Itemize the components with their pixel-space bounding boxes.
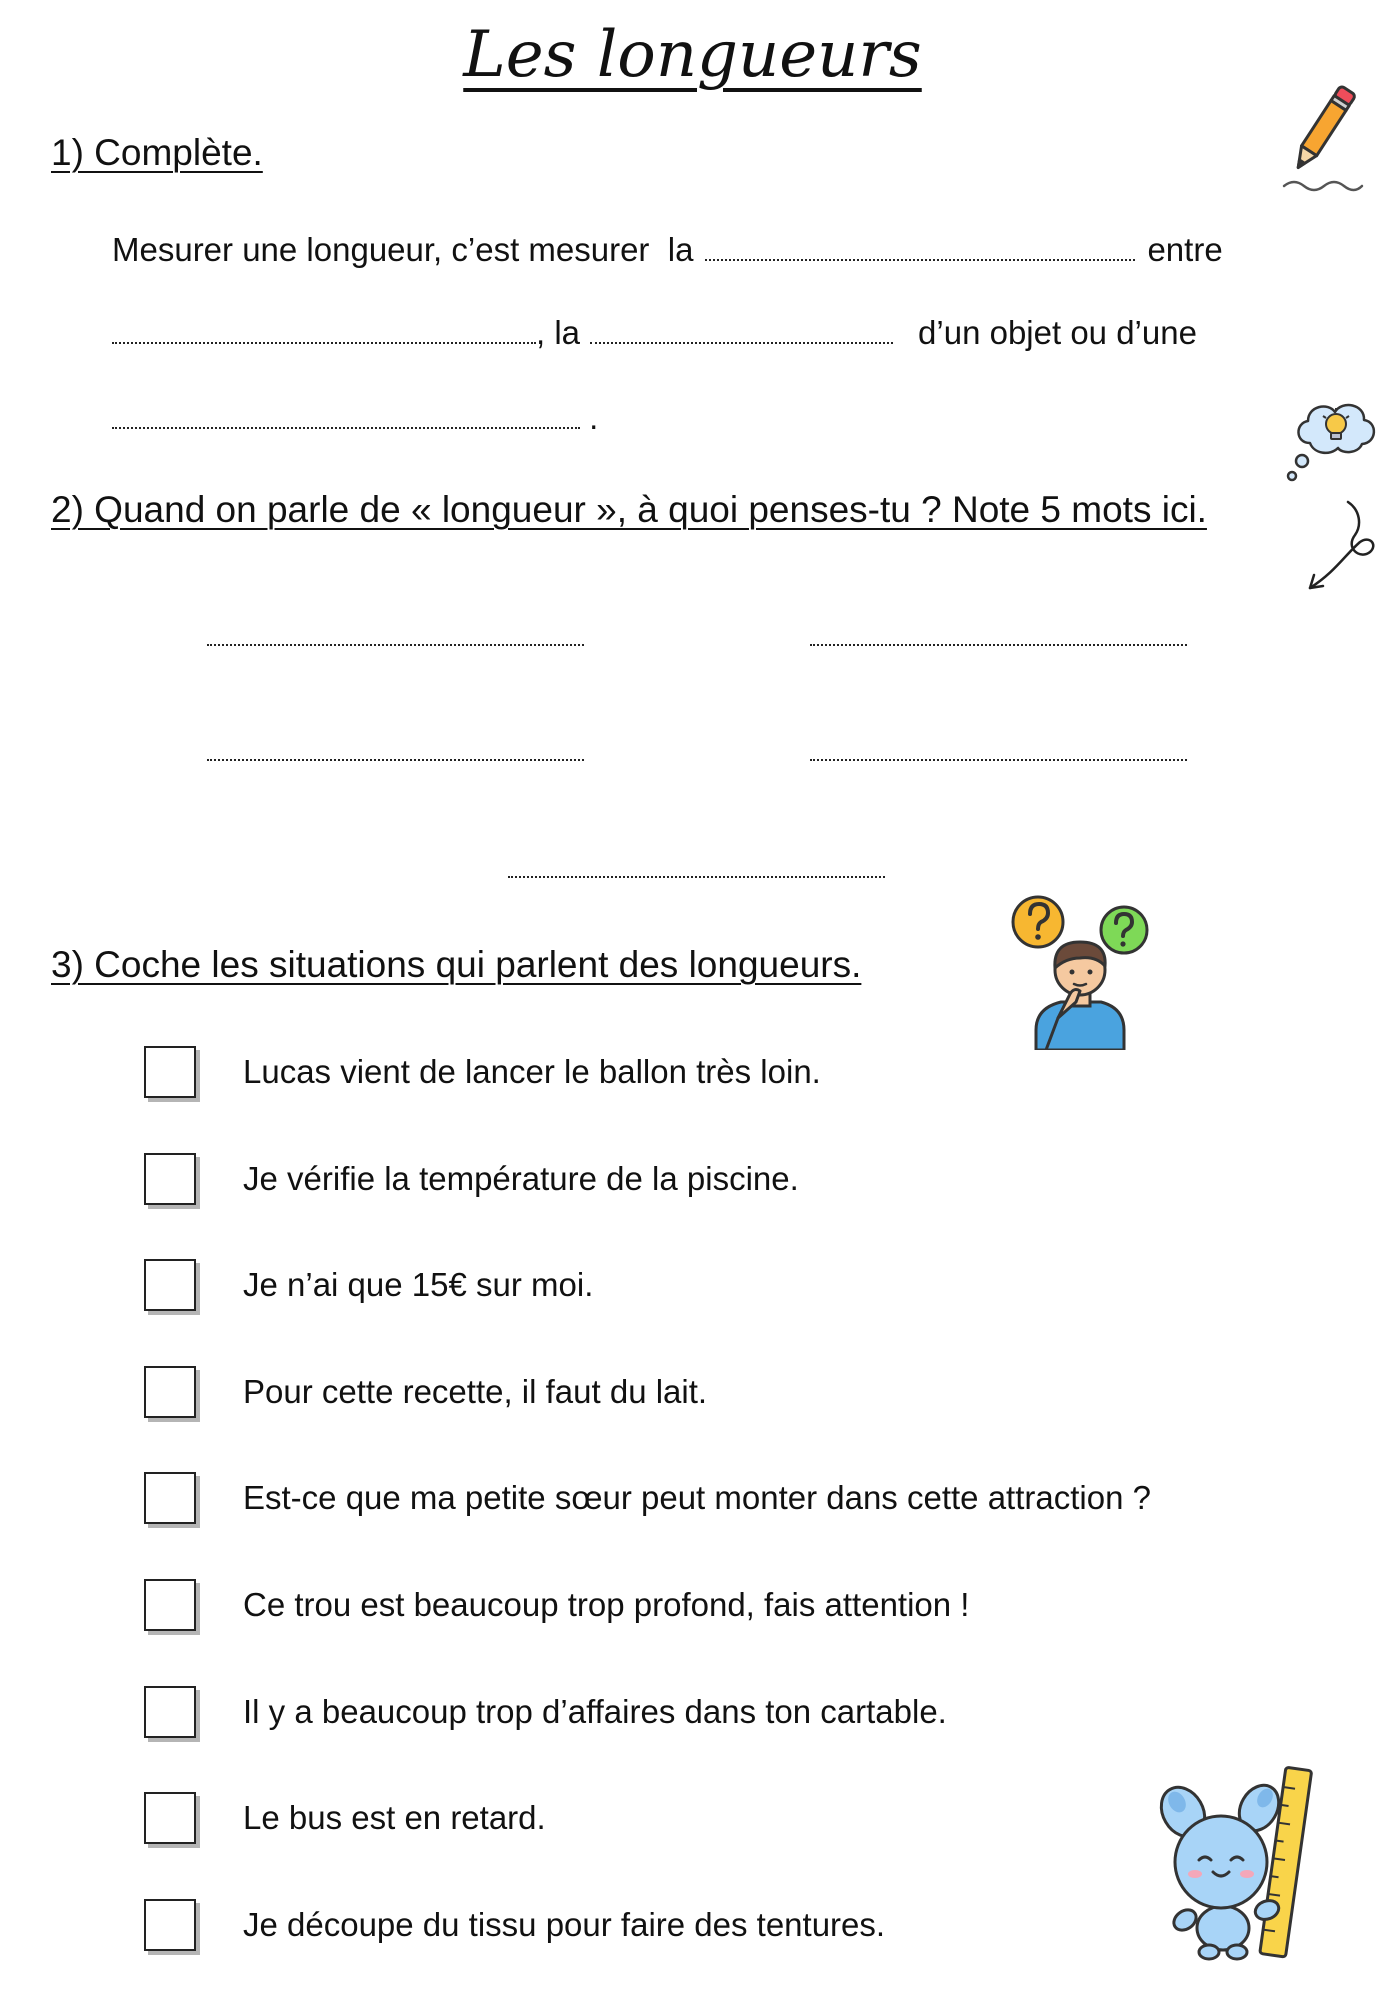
checkbox[interactable] <box>144 1472 196 1524</box>
idea-bubble-icon <box>1280 388 1380 488</box>
checklist-item[interactable] <box>144 1899 1151 1951</box>
checklist-label: Ce trou est beaucoup trop profond, fais attention ! <box>243 1585 970 1623</box>
word-blank-3[interactable] <box>207 755 584 761</box>
checklist-item[interactable] <box>144 1579 1151 1631</box>
fill-line-text: . <box>580 399 599 436</box>
checklist-label: Il y a beaucoup trop d’affaires dans ton cartable. <box>243 1692 947 1730</box>
page-title-text: Les longueurs <box>463 18 922 92</box>
fill-line-text: Mesurer une longueur, c’est mesurer la <box>112 231 694 268</box>
checklist-item[interactable] <box>144 1686 1151 1738</box>
checklist-label: Je découpe du tissu pour faire des tentures. <box>243 1905 886 1943</box>
checkbox[interactable] <box>144 1153 196 1205</box>
checklist-item[interactable] <box>144 1792 1151 1844</box>
checklist-item[interactable] <box>144 1259 1151 1311</box>
page-title <box>0 10 1385 100</box>
fill-line-1 <box>112 230 1223 270</box>
section-3-heading: 3) Coche les situations qui parlent des longueurs. <box>51 944 862 985</box>
checklist-item[interactable] <box>144 1153 1151 1205</box>
ruler-mascot-icon <box>1155 1760 1330 1965</box>
word-blank-5[interactable] <box>508 872 885 878</box>
checkbox[interactable] <box>144 1046 196 1098</box>
checklist-item[interactable] <box>144 1366 1151 1418</box>
thinking-person-icon <box>1006 890 1156 1050</box>
checklist-label: Lucas vient de lancer le ballon très loin. <box>243 1053 821 1090</box>
checklist-label: Pour cette recette, il faut du lait. <box>243 1372 708 1410</box>
checklist <box>144 1046 1151 2005</box>
word-blank-2[interactable] <box>810 640 1187 646</box>
checkbox[interactable] <box>144 1366 196 1418</box>
checklist-label: Le bus est en retard. <box>243 1799 546 1837</box>
fill-line-3 <box>112 398 598 438</box>
checkbox[interactable] <box>144 1899 196 1951</box>
section-2-heading: 2) Quand on parle de « longueur », à quoi penses-tu ? Note 5 mots ici. <box>51 489 1207 530</box>
section-1-heading: 1) Complète. <box>51 132 263 173</box>
fill-line-2 <box>112 313 1197 353</box>
checklist-label: Je n’ai que 15€ sur moi. <box>243 1266 594 1304</box>
word-blank-4[interactable] <box>810 755 1187 761</box>
fill-line-text: entre <box>1147 231 1223 268</box>
checklist-item[interactable] <box>144 1472 1151 1524</box>
checklist-item[interactable] <box>144 1046 1151 1098</box>
curly-arrow-icon <box>1300 500 1380 596</box>
checkbox[interactable] <box>144 1259 196 1311</box>
checkbox[interactable] <box>144 1792 196 1844</box>
blank-field[interactable] <box>112 423 580 429</box>
fill-line-text: d’un objet ou d’une <box>918 314 1197 351</box>
pencil-icon <box>1268 82 1368 202</box>
fill-line-text: , la <box>536 314 581 351</box>
word-blank-1[interactable] <box>207 640 584 646</box>
blank-field[interactable] <box>705 255 1135 261</box>
blank-field[interactable] <box>112 338 536 344</box>
checklist-label: Est-ce que ma petite sœur peut monter dans cette attraction ? <box>243 1479 1151 1517</box>
checklist-label: Je vérifie la température de la piscine. <box>243 1159 799 1197</box>
blank-field[interactable] <box>590 338 893 344</box>
checkbox[interactable] <box>144 1579 196 1631</box>
checkbox[interactable] <box>144 1686 196 1738</box>
